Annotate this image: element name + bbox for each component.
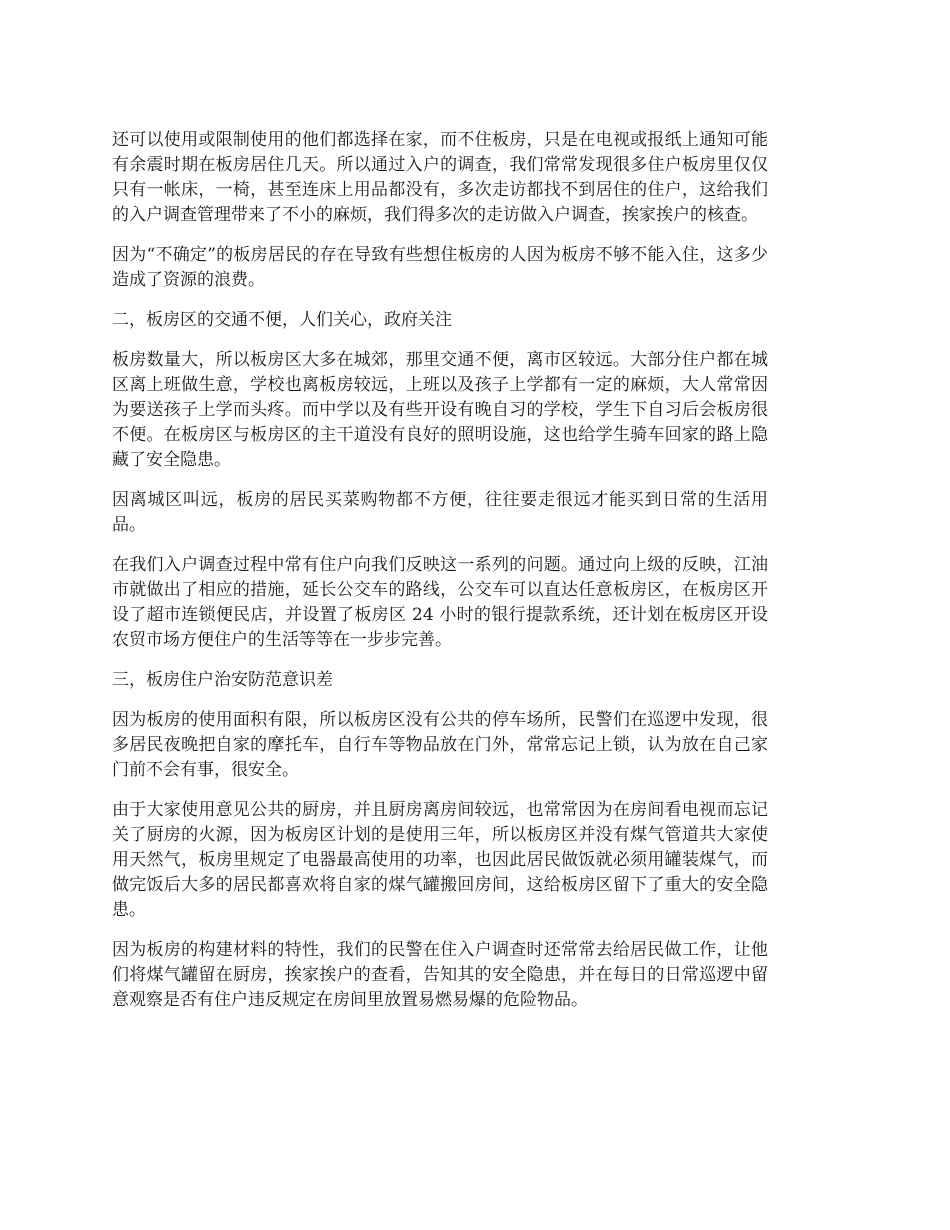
paragraph-shopping-distance: 因离城区叫远，板房的居民买菜购物都不方便，往往要走很远才能买到日常的生活用品。 [112,490,768,535]
document-body [112,128,768,1028]
section-heading-traffic: 二，板房区的交通不便，人们关心，政府关注 [112,310,452,330]
paragraph-government-measures: 在我们入户调查过程中常有住户向我们反映这一系列的问题。通过向上级的反映，江油市就做出了相应的措施，延长公交车的路线，公交车可以直达任意板房区，在板房区开设了超市连锁便民店，并设置了板房区 24 小时的银行提款系统，还计划在板房区开设农贸市场方便住户的生活等等在一步步完善。 [112,555,768,650]
paragraph-resource-waste: 因为“不确定”的板房居民的存在导致有些想住板房的人因为板房不够不能入住，这多少造成了资源的浪费。 [112,245,768,290]
paragraph-police-checks: 因为板房的构建材料的特性，我们的民警在住入户调查时还常常去给居民做工作，让他们将煤气罐留在厨房，挨家挨户的查看，告知其的安全隐患，并在每日的日常巡逻中留意观察是否有住户违反规定在房间里放置易燃易爆的危险物品。 [112,940,768,1010]
paragraph-kitchen-gas: 由于大家使用意见公共的厨房，并且厨房离房间较远，也常常因为在房间看电视而忘记关了厨房的火源，因为板房区计划的是使用三年，所以板房区并没有煤气管道共大家使用天然气，板房里规定了电器最高使用的功率，也因此居民做饭就必须用罐装煤气，而做完饭后大多的居民都喜欢将自家的煤气罐搬回房间，这给板房区留下了重大的安全隐患。 [112,800,768,920]
section-heading-security: 三，板房住户治安防范意识差 [112,670,333,690]
paragraph-traffic-issues: 板房数量大，所以板房区大多在城郊，那里交通不便，离市区较远。大部分住户都在城区离上班做生意，学校也离板房较远，上班以及孩子上学都有一定的麻烦，大人常常因为要送孩子上学而头疼。而中学以及有些开设有晚自习的学校，学生下自习后会板房很不便。在板房区与板房区的主干道没有良好的照明设施，这也给学生骑车回家的路上隐藏了安全隐患。 [112,350,768,470]
paragraph-residents-absent: 还可以使用或限制使用的他们都选择在家，而不住板房，只是在电视或报纸上通知可能有余震时期在板房居住几天。所以通过入户的调查，我们常常发现很多住户板房里仅仅只有一帐床，一椅，甚至连床上用品都没有，多次走访都找不到居住的住户，这给我们的入户调查管理带来了不小的麻烦，我们得多次的走访做入户调查，挨家挨户的核查。 [112,130,768,225]
paragraph-parking-security: 因为板房的使用面积有限，所以板房区没有公共的停车场所，民警们在巡逻中发现，很多居民夜晚把自家的摩托车，自行车等物品放在门外，常常忘记上锁，认为放在自己家门前不会有事，很安全。 [112,710,768,780]
